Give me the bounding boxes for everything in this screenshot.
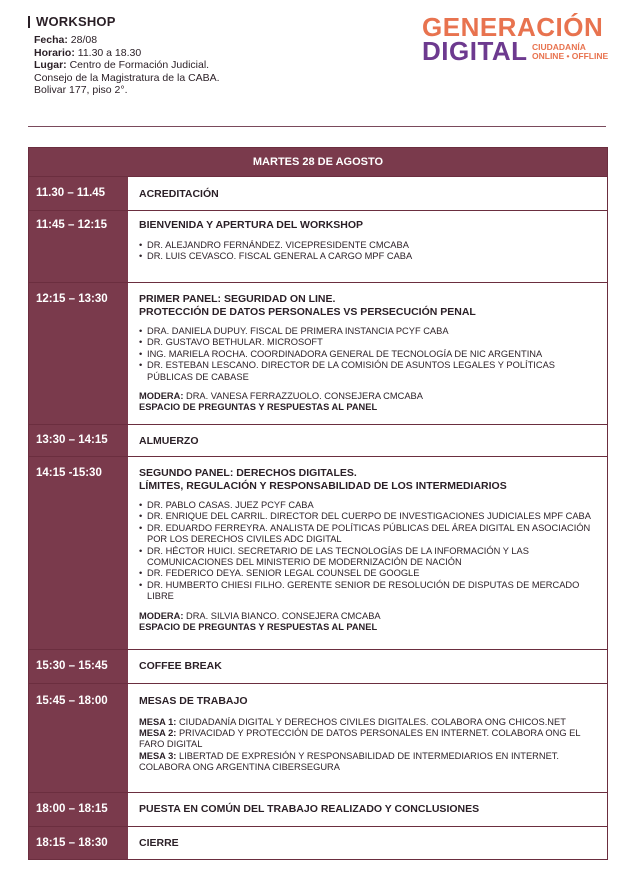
fecha-line — [34, 34, 220, 47]
fecha-label: Fecha: — [34, 34, 68, 46]
horario-value: 11.30 a 18.30 — [74, 46, 142, 59]
content-cell — [128, 177, 607, 210]
mesa-item — [139, 728, 595, 751]
logo-line-2: DIGITAL — [422, 36, 528, 66]
schedule-row — [29, 649, 607, 683]
session-title: PUESTA EN COMÚN DEL TRABAJO REALIZADO Y CONCLUSIONES — [139, 803, 480, 815]
event-info — [34, 34, 220, 97]
speaker-list — [139, 500, 595, 603]
mesa-text: CIUDADANÍA DIGITAL Y DERECHOS CIVILES DIGITALES. COLABORA ONG CHICOS.NET — [176, 716, 566, 727]
time-cell: 15:30 – 15:45 — [29, 650, 128, 683]
session-subtitle: LÍMITES, REGULACIÓN Y RESPONSABILIDAD DE LOS INTERMEDIARIOS — [139, 479, 507, 492]
schedule-row — [29, 176, 607, 210]
moderator-value: DRA. VANESA FERRAZZUOLO. CONSEJERA CMCABA — [183, 391, 423, 402]
speaker-list — [139, 240, 595, 263]
day-header: MARTES 28 DE AGOSTO — [29, 148, 607, 176]
horario-label: Horario: — [34, 46, 75, 59]
header — [28, 14, 608, 114]
list-item: • DR. FEDERICO DEYA. SENIOR LEGAL COUNSEL DE GOOGLE — [139, 568, 595, 579]
schedule-row — [29, 683, 607, 792]
session-title: ACREDITACIÓN — [139, 188, 219, 200]
list-item: • DR. ALEJANDRO FERNÁNDEZ. VICEPRESIDENTE CMCABA — [139, 240, 595, 251]
title-bar — [28, 16, 30, 28]
fecha-value: 28/08 — [67, 34, 98, 46]
moderator-label: MODERA: — [139, 610, 184, 621]
lugar-value: Centro de Formación Judicial. — [66, 59, 210, 72]
generacion-digital-logo — [422, 14, 612, 74]
header-divider — [28, 126, 606, 127]
schedule-table — [28, 147, 608, 860]
mesa-text: LIBERTAD DE EXPRESIÓN Y RESPONSABILIDAD DE INTERMEDIARIOS EN INTERNET. COLABORA ONG ARGENTINA CIBERSEGURA — [139, 750, 560, 773]
schedule-row — [29, 282, 607, 424]
time-cell: 12:15 – 13:30 — [29, 283, 128, 424]
content-cell — [128, 684, 607, 792]
session-title: SEGUNDO PANEL: DERECHOS DIGITALES. — [139, 467, 357, 479]
logo-line-1: GENERACIÓN — [422, 12, 604, 42]
schedule-row — [29, 826, 607, 859]
session-title: CIERRE — [139, 837, 179, 849]
lugar-line — [34, 59, 220, 72]
list-item: • DR. ENRIQUE DEL CARRIL. DIRECTOR DEL CUERPO DE INVESTIGACIONES JUDICIALES MPF CABA — [139, 511, 595, 522]
moderator — [139, 391, 595, 402]
session-title: MESAS DE TRABAJO — [139, 695, 248, 707]
time-cell: 14:15 -15:30 — [29, 457, 128, 649]
content-cell — [128, 650, 607, 683]
lugar-label: Lugar: — [34, 59, 67, 72]
list-item: • DR. ESTEBAN LESCANO. DIRECTOR DE LA COMISIÓN DE ASUNTOS LEGALES Y POLÍTICAS PÚBLICAS DE CABASE — [139, 360, 595, 383]
content-cell — [128, 827, 607, 859]
list-item: • DR. HUMBERTO CHIESI FILHO. GERENTE SENIOR DE RESOLUCIÓN DE DISPUTAS DE MERCADO LIBRE — [139, 580, 595, 603]
time-cell: 18:00 – 18:15 — [29, 793, 128, 826]
schedule-row — [29, 424, 607, 456]
mesa-item — [139, 717, 595, 728]
workshop-title — [28, 14, 116, 29]
mesa-item — [139, 751, 595, 774]
lugar-line-2: Consejo de la Magistratura de la CABA. — [34, 71, 220, 84]
schedule-row — [29, 456, 607, 649]
mesa-label: MESA 3: — [139, 750, 177, 761]
qa-note: ESPACIO DE PREGUNTAS Y RESPUESTAS AL PANEL — [139, 402, 378, 413]
time-cell: 18:15 – 18:30 — [29, 827, 128, 859]
workshop-label: WORKSHOP — [36, 14, 116, 29]
time-cell: 11.30 – 11.45 — [29, 177, 128, 210]
session-title: ALMUERZO — [139, 435, 199, 447]
time-cell: 13:30 – 14:15 — [29, 425, 128, 456]
mesa-text: PRIVACIDAD Y PROTECCIÓN DE DATOS PERSONALES EN INTERNET. COLABORA ONG EL FARO DIGITAL — [139, 727, 581, 750]
list-item: • DRA. DANIELA DUPUY. FISCAL DE PRIMERA INSTANCIA PCYF CABA — [139, 326, 595, 337]
list-item: • DR. EDUARDO FERREYRA. ANALISTA DE POLÍTICAS PÚBLICAS DEL ÁREA DIGITAL EN ASOCIACIÓN POR LOS DERECHOS CIVILES ADC DIGITAL — [139, 523, 595, 546]
list-item: • DR. HÉCTOR HUICI. SECRETARIO DE LAS TECNOLOGÍAS DE LA INFORMACIÓN Y LAS COMUNICACIONES DEL MINISTERIO DE MODERNIZACIÓN DE NACIÓN — [139, 546, 595, 569]
moderator — [139, 611, 595, 622]
session-subtitle: PROTECCIÓN DE DATOS PERSONALES VS PERSECUCIÓN PENAL — [139, 305, 476, 318]
time-cell: 15:45 – 18:00 — [29, 684, 128, 792]
lugar-line-3: Bolivar 177, piso 2°. — [34, 84, 128, 97]
list-item: • DR. LUIS CEVASCO. FISCAL GENERAL A CARGO MPF CABA — [139, 251, 595, 262]
session-title: COFFEE BREAK — [139, 660, 222, 672]
content-cell — [128, 425, 607, 456]
time-cell: 11:45 – 12:15 — [29, 211, 128, 282]
list-item: • ING. MARIELA ROCHA. COORDINADORA GENERAL DE TECNOLOGÍA DE NIC ARGENTINA — [139, 349, 595, 360]
logo-sub-2: ONLINE • OFFLINE — [532, 51, 609, 61]
logo-sub-1: CIUDADANÍA — [532, 42, 586, 52]
horario-line — [34, 47, 220, 60]
schedule-row — [29, 792, 607, 826]
logo-subtitle — [532, 43, 608, 61]
content-cell — [128, 457, 607, 649]
list-item: • DR. GUSTAVO BETHULAR. MICROSOFT — [139, 337, 595, 348]
session-title: BIENVENIDA Y APERTURA DEL WORKSHOP — [139, 219, 364, 231]
session-title: PRIMER PANEL: SEGURIDAD ON LINE. — [139, 293, 336, 305]
moderator-label: MODERA: — [139, 391, 184, 402]
moderator-value: DRA. SILVIA BIANCO. CONSEJERA CMCABA — [183, 610, 381, 621]
qa-note: ESPACIO DE PREGUNTAS Y RESPUESTAS AL PANEL — [139, 622, 378, 633]
mesa-label: MESA 2: — [139, 727, 177, 738]
speaker-list — [139, 326, 595, 383]
schedule-row — [29, 210, 607, 282]
list-item: • DR. PABLO CASAS. JUEZ PCYF CABA — [139, 500, 595, 511]
content-cell — [128, 283, 607, 424]
mesa-label: MESA 1: — [139, 716, 177, 727]
content-cell — [128, 211, 607, 282]
content-cell — [128, 793, 607, 826]
